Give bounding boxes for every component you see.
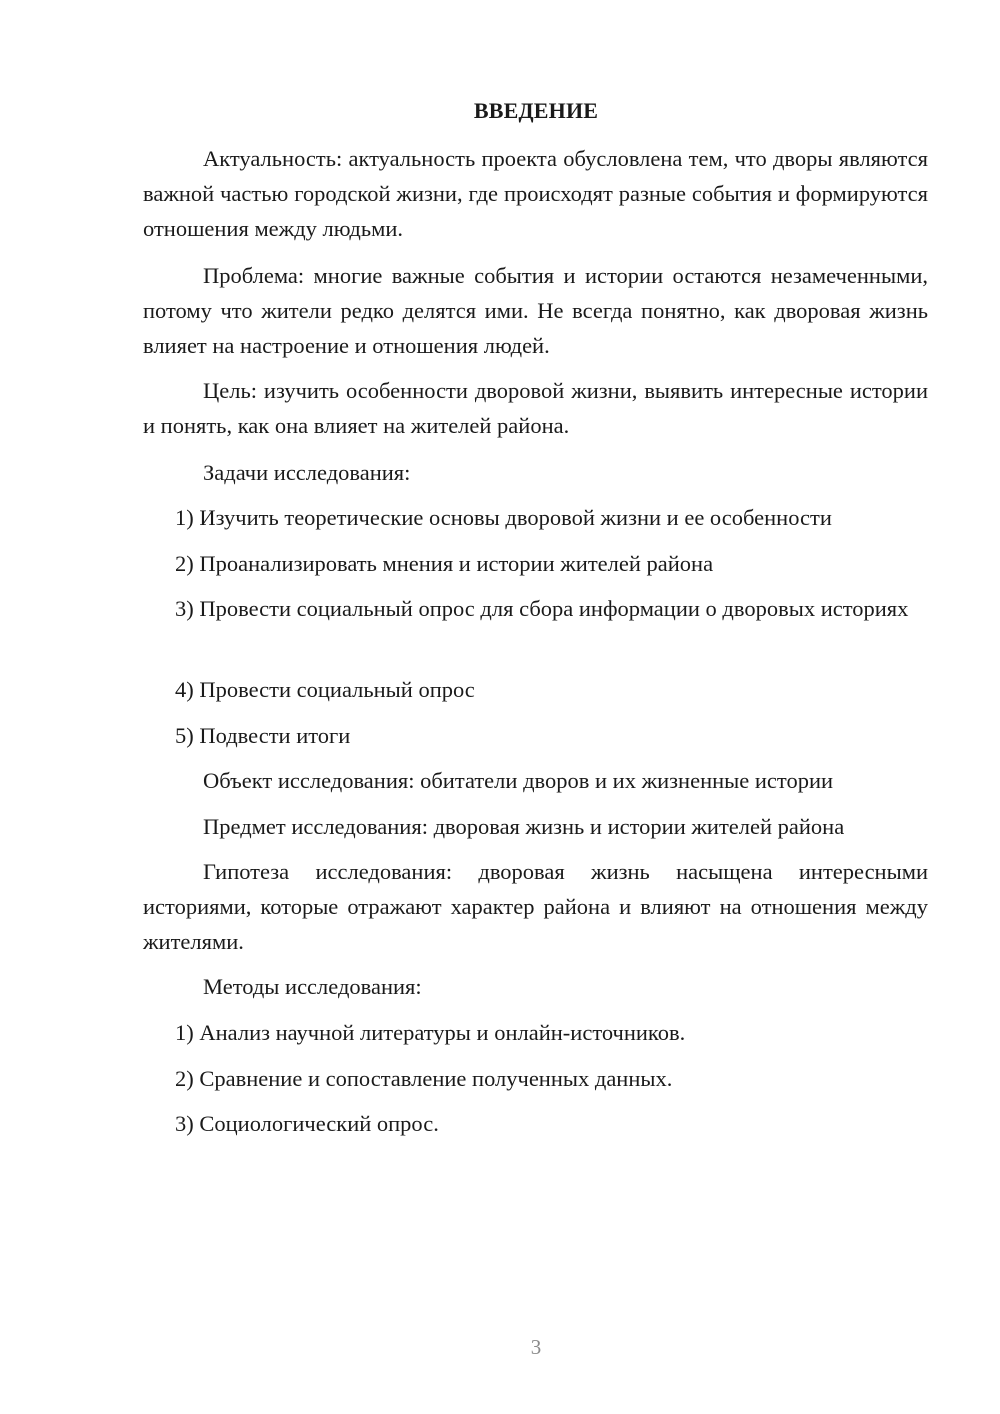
methods-heading-text: Методы исследования: [203, 974, 422, 999]
paragraph-object [143, 763, 928, 798]
paragraph-goal [143, 373, 928, 443]
paragraph-hypothesis [143, 854, 928, 959]
task-item: 4) Провести социальный опрос [175, 677, 475, 702]
methods-heading [143, 969, 928, 1004]
tasks-heading-text: Задачи исследования: [203, 460, 411, 485]
paragraph-subject [143, 809, 928, 844]
paragraph-relevance [143, 141, 928, 246]
tasks-heading [143, 455, 928, 490]
task-item: 2) Проанализировать мнения и истории жителей района [175, 551, 714, 576]
method-item: 2) Сравнение и сопоставление полученных данных. [175, 1066, 673, 1091]
paragraph-hypothesis-text: Гипотеза исследования: дворовая жизнь насыщена интересными историями, которые отражают характер района и влияют на отношения между жителями. [143, 859, 928, 954]
paragraph-problem-text: Проблема: многие важные события и истории остаются незамеченными, потому что жители редко делятся ими. Не всегда понятно, как дворовая жизнь влияет на настроение и отношения людей. [143, 263, 928, 358]
paragraph-goal-text: Цель: изучить особенности дворовой жизни, выявить интересные истории и понять, как она влияет на жителей района. [143, 378, 928, 438]
paragraph-relevance-text: Актуальность: актуальность проекта обусловлена тем, что дворы являются важной частью городской жизни, где происходят разные события и формируются отношения между людьми. [143, 146, 928, 241]
paragraph-problem [143, 258, 928, 363]
paragraph-object-text: Объект исследования: обитатели дворов и их жизненные истории [203, 768, 834, 793]
method-item: 1) Анализ научной литературы и онлайн-источников. [175, 1020, 686, 1045]
task-item: 3) Провести социальный опрос для сбора информации о дворовых историях [175, 596, 909, 621]
task-item: 1) Изучить теоретические основы дворовой жизни и ее особенности [175, 505, 832, 530]
page-number: 3 [530, 1335, 542, 1359]
section-title: ВВЕДЕНИЕ [473, 98, 599, 123]
task-item: 5) Подвести итоги [175, 723, 351, 748]
paragraph-subject-text: Предмет исследования: дворовая жизнь и истории жителей района [203, 814, 845, 839]
method-item: 3) Социологический опрос. [175, 1111, 439, 1136]
